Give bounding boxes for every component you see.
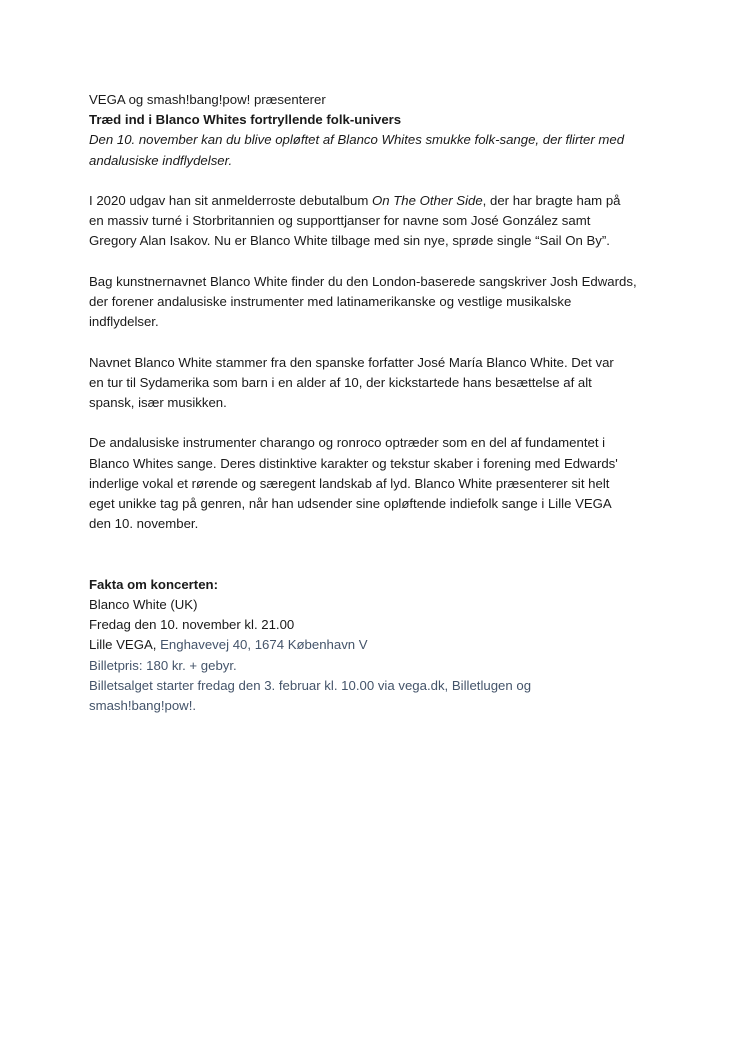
paragraph-line: der forener andalusiske instrumenter med latinamerikanske og vestlige musikalske <box>89 294 572 309</box>
paragraph-line: indflydelser. <box>89 314 159 330</box>
facts-price: Billetpris: 180 kr. + gebyr. <box>89 657 237 673</box>
document-page <box>89 90 669 716</box>
concert-facts <box>89 575 669 716</box>
facts-venue <box>89 635 669 655</box>
paragraph-line: en tur til Sydamerika som barn i en alder af 10, der kickstartede hans besættelse af alt <box>89 374 592 390</box>
facts-sale-line-1: Billetsalget starter fredag den 3. februar kl. 10.00 via vega.dk, Billetlugen og <box>89 677 532 693</box>
headline: Træd ind i Blanco Whites fortryllende folk-univers <box>89 112 402 128</box>
paragraph-name-origin <box>89 353 669 414</box>
paragraph-line: De andalusiske instrumenter charango og ronroco optræder som en del af fundamentet i <box>89 435 606 451</box>
paragraph-artist <box>89 272 669 333</box>
paragraph-line: Navnet Blanco White stammer fra den spanske forfatter José María Blanco White. Det var <box>89 354 614 370</box>
album-title: On The Other Side <box>371 193 483 208</box>
text-run: I 2020 udgav han sit anmelderroste debutalbum <box>89 193 372 208</box>
press-header <box>89 90 669 171</box>
lead-line-2: andalusiske indflydelser. <box>89 152 233 168</box>
paragraph-debut-album <box>89 191 669 252</box>
paragraph-line: Bag kunstnernavnet Blanco White finder du den London-baserede sangskriver Josh Edwards, <box>89 273 637 289</box>
paragraph-line: spansk, især musikken. <box>89 395 227 410</box>
paragraph-line: Gregory Alan Isakov. Nu er Blanco White tilbage med sin nye, sprøde single “Sail On By”. <box>89 233 610 249</box>
paragraph-line: eget unikke tag på genren, når han udsender sine opløftende indiefolk sange i Lille VEGA <box>89 496 612 511</box>
facts-artist: Blanco White (UK) <box>89 596 198 612</box>
text-run: , der har bragte ham på <box>482 193 621 208</box>
facts-sale-line-2: smash!bang!pow!. <box>89 698 197 713</box>
paragraph-line: en massiv turné i Storbritannien og supporttjanser for navne som José González samt <box>89 213 591 229</box>
facts-heading: Fakta om koncerten: <box>89 576 218 592</box>
presenter-line: VEGA og smash!bang!pow! præsenterer <box>89 92 326 107</box>
paragraph-line: den 10. november. <box>89 516 199 532</box>
facts-date: Fredag den 10. november kl. 21.00 <box>89 617 295 633</box>
paragraph-line: inderlige vokal et rørende og særegent landskab af lyd. Blanco White præsenterer sit helt <box>89 475 610 491</box>
spacer <box>89 555 669 575</box>
paragraph-line: Blanco Whites sange. Deres distinktive karakter og tekstur skaber i forening med Edwards' <box>89 455 618 471</box>
venue-label: Lille VEGA, <box>89 637 161 653</box>
spacer <box>89 171 669 191</box>
venue-address: Enghavevej 40, 1674 København V <box>160 637 368 653</box>
paragraph-instruments <box>89 433 669 534</box>
lead-line-1: Den 10. november kan du blive opløftet af Blanco Whites smukke folk-sange, der flirter med <box>89 132 625 148</box>
paragraph-line <box>89 191 669 211</box>
